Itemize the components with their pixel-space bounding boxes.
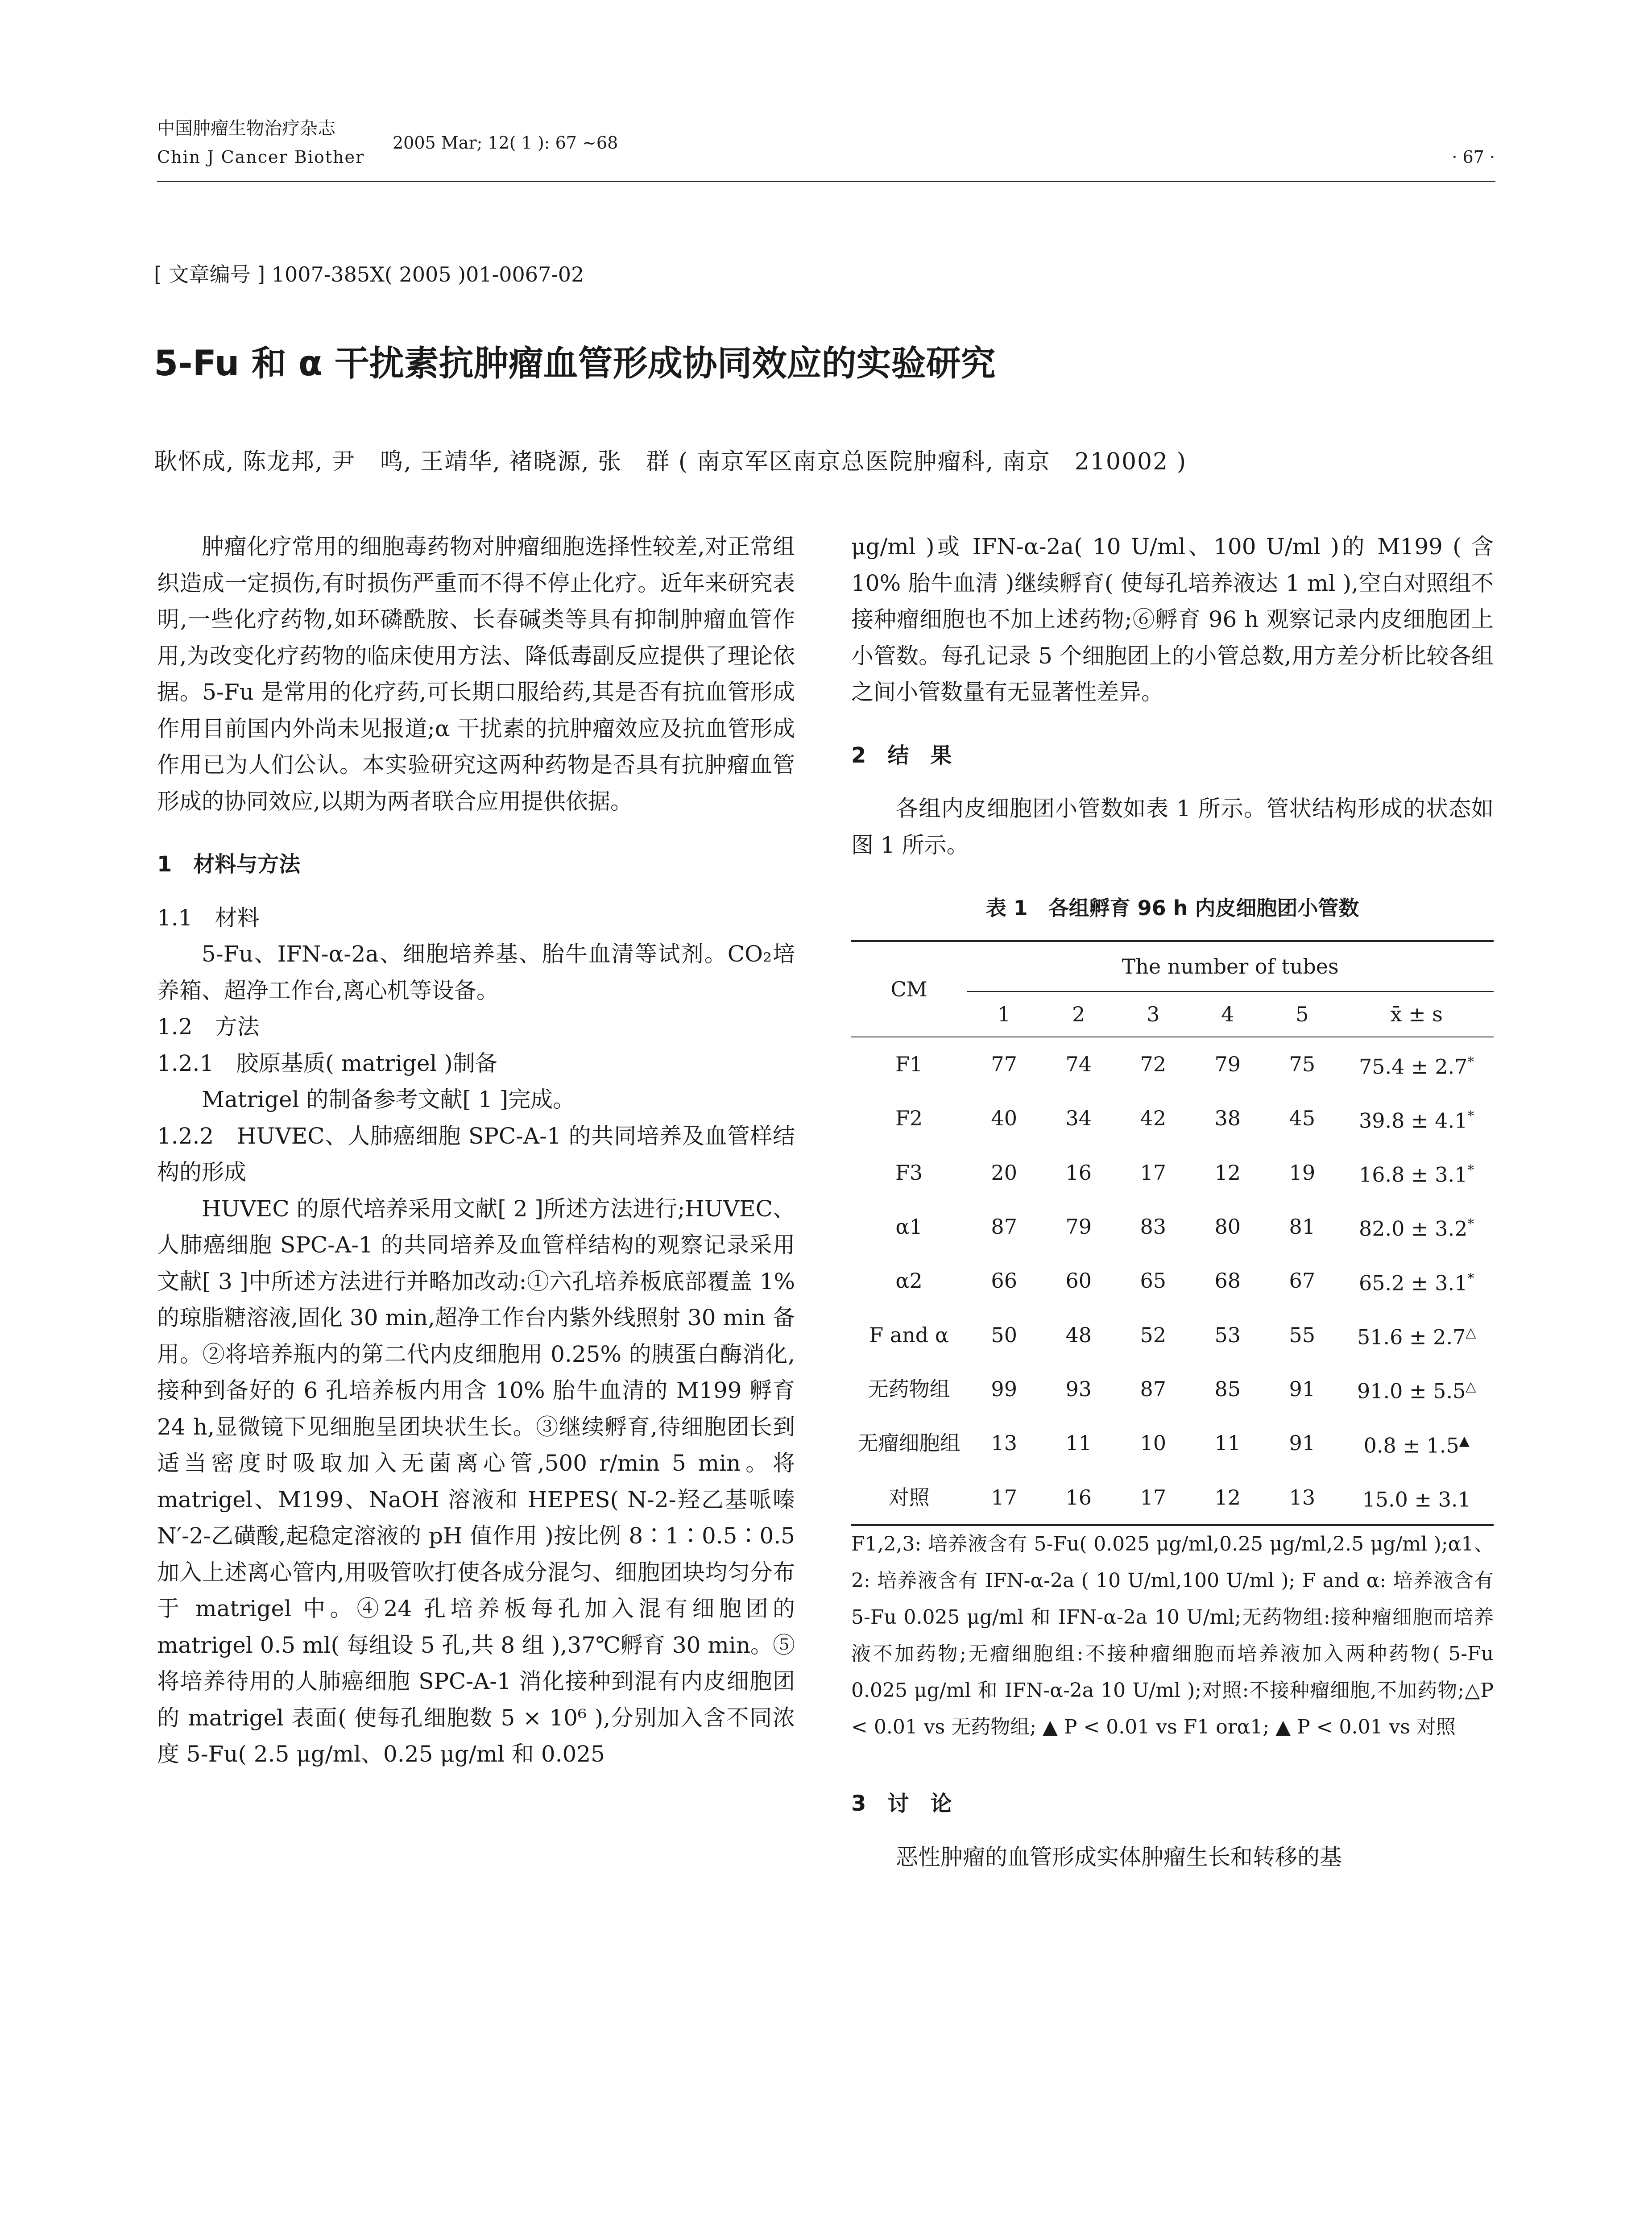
table-cell-mean [1339,1416,1494,1470]
table-cell: 74 [1065,1052,1092,1077]
article-title: 5-Fu 和 α 干扰素抗肿瘤血管形成协同效应的实验研究 [154,344,996,384]
page-number: · 67 · [1452,147,1495,167]
table-cell: 17 [1140,1485,1166,1509]
table-col-1: 1 [998,1002,1011,1026]
significance-mark: * [1467,1054,1474,1070]
table-col-5: 5 [1296,1002,1309,1026]
table-row [851,1145,1494,1199]
table-row [851,1199,1494,1253]
table-row-label: F1 [895,1052,923,1077]
table-cell: 53 [1214,1323,1241,1347]
table-cell: 48 [1065,1323,1092,1347]
mean-value: 39.8 ± 4.1 [1359,1108,1468,1133]
table-row-label: F and α [869,1323,949,1347]
table-col-4: 4 [1221,1002,1234,1026]
table-cell: 16 [1065,1160,1092,1185]
significance-mark: * [1467,1108,1474,1124]
table-cell: 11 [1065,1431,1092,1456]
table-cell: 83 [1140,1215,1166,1239]
table-cell: 42 [1140,1106,1166,1131]
table-cell: 75 [1289,1052,1316,1077]
table-row [851,1416,1494,1470]
table-cell: 12 [1214,1485,1241,1509]
table-cell: 93 [1065,1377,1092,1402]
table-cell: 80 [1214,1215,1241,1239]
table-cell: 81 [1289,1215,1316,1239]
table-cell: 50 [991,1323,1017,1347]
mean-value: 51.6 ± 2.7 [1357,1325,1466,1349]
table-col-2: 2 [1072,1002,1085,1026]
table-cell: 20 [991,1160,1017,1185]
section-heading-discussion: 3 讨 论 [851,1791,952,1816]
table-cell: 91 [1289,1377,1316,1402]
tubes-table [851,940,1494,1526]
intro-paragraph: 肿瘤化疗常用的细胞毒药物对肿瘤细胞选择性较差,对正常组织造成一定损伤,有时损伤严重而不得不停止化疗。近年来研究表明,一些化疗药物,如环磷酰胺、长春碱类等具有抑制肿瘤血管作用,为改变化疗药物的临床使用方法、降低毒副反应提供了理论依据。5-Fu 是常用的化疗药,可长期口服给药,其是否有抗血管形成作用目前国内外尚未见报道;α 干扰素的抗肿瘤效应及抗血管形成作用已为人们公认。本实验研究这两种药物是否具有抗肿瘤血管形成的协同效应,以期为两者联合应用提供依据。 [157,534,795,814]
table-cell: 99 [991,1377,1017,1402]
table-cell: 87 [991,1215,1017,1239]
table-notes: F1,2,3: 培养液含有 5-Fu( 0.025 μg/ml,0.25 μg/ml,2.5 μg/ml );α1、2: 培养液含有 IFN-α-2a ( 10 U/ml,100 U/ml ); F and α: 培养液含有 5-Fu 0.025 μg/ml 和 IFN-α-2a 10 U/ml;无药物组:接种瘤细胞而培养液不加药物;无瘤细胞组:不接种瘤细胞而培养液加入两种药物( 5-Fu 0.025 μg/ml 和 IFN-α-2a 10 U/ml );对照:不接种瘤细胞,不加药物;△P < 0.01 vs 无药物组; ▲ P < 0.01 vs F1 orα1; ▲ P < 0.01 vs 对照 [851,1533,1494,1739]
article-id-line [154,259,584,290]
table-cell: 12 [1214,1160,1241,1185]
mean-value: 16.8 ± 3.1 [1359,1162,1468,1187]
table-cell: 16 [1065,1485,1092,1509]
table-cell: 87 [1140,1377,1166,1402]
table-caption: 表 1 各组孵育 96 h 内皮细胞团小管数 [985,896,1359,920]
significance-mark: * [1467,1162,1474,1178]
issue-info: 2005 Mar; 12( 1 ): 67 ~68 [393,133,618,153]
table-cell: 17 [1140,1160,1166,1185]
significance-mark: ▲ [1459,1433,1470,1449]
table-cell: 19 [1289,1160,1316,1185]
mean-value: 82.0 ± 3.2 [1359,1216,1468,1241]
section-heading-results: 2 结 果 [851,742,952,768]
subsection-heading-coculture: 1.2.2 HUVEC、人肺癌细胞 SPC-A-1 的共同培养及血管样结构的形成 [157,1123,795,1185]
table-cell: 85 [1214,1377,1241,1402]
results-paragraph: 各组内皮细胞团小管数如表 1 所示。管状结构形成的状态如图 1 所示。 [851,796,1494,858]
table-col-3: 3 [1147,1002,1160,1026]
materials-paragraph: 5-Fu、IFN-α-2a、细胞培养基、胎牛血清等试剂。CO₂培养箱、超净工作台,离心机等设备。 [157,941,795,1004]
article-id: 1007-385X( 2005 )01-0067-02 [271,262,584,286]
table-cell: 45 [1289,1106,1316,1131]
table-cell: 77 [991,1052,1017,1077]
table-cell: 91 [1289,1431,1316,1456]
section-heading-methods: 1 材料与方法 [157,852,301,877]
table-cell: 79 [1214,1052,1241,1077]
table-row-label: α1 [895,1215,923,1239]
significance-mark: △ [1466,1325,1476,1341]
left-column [157,529,795,1773]
table-cell: 72 [1140,1052,1166,1077]
mean-value: 75.4 ± 2.7 [1359,1054,1468,1078]
table-row [851,1308,1494,1362]
header-rule [157,181,1495,182]
right-column [851,529,1494,1875]
table-row-label: α2 [895,1269,923,1293]
table-cell: 13 [1289,1485,1316,1509]
table-cell-mean [1339,1145,1494,1199]
subsection-heading-matrigel: 1.2.1 胶原基质( matrigel )制备 [157,1050,497,1076]
table-col-mean: x̄ ± s [1390,1002,1443,1026]
mean-value: 15.0 ± 3.1 [1362,1487,1471,1512]
matrigel-paragraph: Matrigel 的制备参考文献[ 1 ]完成。 [202,1086,576,1112]
table-cell: 52 [1140,1323,1166,1347]
mean-value: 65.2 ± 3.1 [1359,1271,1468,1295]
table-cell: 40 [991,1106,1017,1131]
significance-mark: * [1467,1216,1474,1232]
table-row-label: 对照 [888,1485,930,1509]
table-header-span: The number of tubes [967,941,1494,991]
table-cell: 66 [991,1269,1017,1293]
subsection-heading-materials: 1.1 材料 [157,904,260,931]
table-header-group: CM [890,977,927,1001]
table-cell: 11 [1214,1431,1241,1456]
table-cell: 13 [991,1431,1017,1456]
table-row-label: 无瘤细胞组 [857,1431,961,1456]
table-cell-mean [1339,1308,1494,1362]
table-cell-mean [1339,1254,1494,1308]
mean-value: 0.8 ± 1.5 [1363,1433,1459,1458]
table-cell: 68 [1214,1269,1241,1293]
mean-value: 91.0 ± 5.5 [1357,1379,1466,1403]
journal-name-en: Chin J Cancer Biother [157,147,365,167]
table-cell: 17 [991,1485,1017,1509]
table-row-label: F3 [895,1160,923,1185]
table-row [851,1037,1494,1091]
significance-mark: * [1467,1270,1474,1286]
subsection-heading-method: 1.2 方法 [157,1014,260,1040]
table-cell-mean [1339,1362,1494,1416]
table-row [851,1362,1494,1416]
table-cell-mean [1339,1199,1494,1253]
method-paragraph-continued: μg/ml )或 IFN-α-2a( 10 U/ml、100 U/ml )的 M199 ( 含 10% 胎牛血清 )继续孵育( 使每孔培养液达 1 ml ),空白对照组不接种瘤细胞也不加上述药物;⑥孵育 96 h 观察记录内皮细胞团上小管数。每孔记录 5 个细胞团上的小管总数,用方差分析比较各组之间小管数量有无显著性差异。 [851,534,1494,705]
author-line: 耿怀成, 陈龙邦, 尹 鸣, 王靖华, 褚晓源, 张 群 ( 南京军区南京总医院肿瘤科, 南京 210002 ) [154,448,1187,475]
table-cell-mean [1339,1470,1494,1525]
journal-name-cn: 中国肿瘤生物治疗杂志 [157,118,335,139]
table-cell-mean [1339,1091,1494,1145]
table-cell: 67 [1289,1269,1316,1293]
article-id-label: [ 文章编号 ] [154,262,265,286]
table-row-label: 无药物组 [868,1377,950,1402]
table-cell: 55 [1289,1323,1316,1347]
significance-mark: △ [1466,1379,1476,1395]
table-row-label: F2 [895,1106,923,1131]
table-row [851,1470,1494,1525]
table-cell: 34 [1065,1106,1092,1131]
method-paragraph: HUVEC 的原代培养采用文献[ 2 ]所述方法进行;HUVEC、人肺癌细胞 SPC-A-1 的共同培养及血管样结构的观察记录采用文献[ 3 ]中所述方法进行并略加改动:①六孔培养板底部覆盖 1% 的琼脂糖溶液,固化 30 min,超净工作台内紫外线照射 30 min 备用。②将培养瓶内的第二代内皮细胞用 0.25% 的胰蛋白酶消化,接种到备好的 6 孔培养板内用含 10% 胎牛血清的 M199 孵育 24 h,显微镜下见细胞呈团块状生长。③继续孵育,待细胞团长到适当密度时吸取加入无菌离心管,500 r/min 5 min。将 matrigel、M199、NaOH 溶液和 HEPES( N-2-羟乙基哌嗪 N′-2-乙磺酸,起稳定溶液的 pH 值作用 )按比例 8∶1∶0.5∶0.5 加入上述离心管内,用吸管吹打使各成分混匀、细胞团块均匀分布于 matrigel 中。④24 孔培养板每孔加入混有细胞团的 matrigel 0.5 ml( 每组设 5 孔,共 8 组 ),37℃孵育 30 min。⑤将培养待用的人肺癌细胞 SPC-A-1 消化接种到混有内皮细胞团的 matrigel 表面( 使每孔细胞数 5 × 10⁶ ),分别加入含不同浓度 5-Fu( 2.5 μg/ml、0.25 μg/ml 和 0.025 [157,1195,795,1767]
table-cell: 60 [1065,1269,1092,1293]
table-cell: 38 [1214,1106,1241,1131]
table-cell: 79 [1065,1215,1092,1239]
table-row [851,1091,1494,1145]
table-cell-mean [1339,1037,1494,1091]
table-cell: 65 [1140,1269,1166,1293]
discussion-paragraph: 恶性肿瘤的血管形成实体肿瘤生长和转移的基 [896,1844,1342,1870]
table-cell: 10 [1140,1431,1166,1456]
table-row [851,1254,1494,1308]
